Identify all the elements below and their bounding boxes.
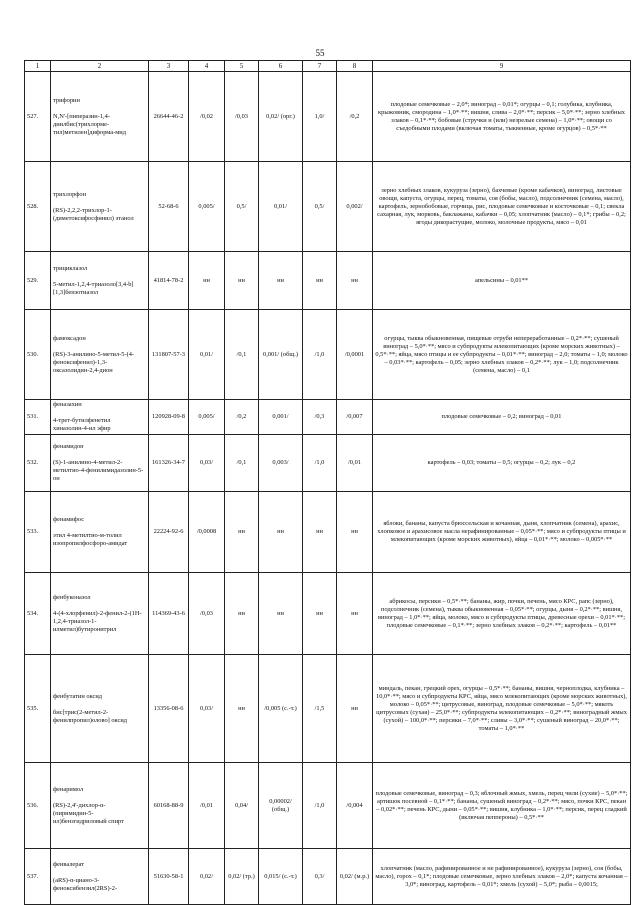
substance-name: трициклазол [53, 264, 88, 272]
residue-limits: огурцы, тыква обыкновенная, пищевые отруби непереработанные – 0,2*·**; сушеный виноград – 5,0*·**; мясо и субпродукты млекопитающих (кроме морских животных) – 0,5*·**; яйца, мясо птицы и ее субпродукты – 0,01*·**; виноград – 2,0; томаты – 1,0; молоко – 0,03*·**; картофель – 0,05; зерно хлебных злаков – 0,2*·**; лук – 1,0; подсолнечник (семена, масло) – 0,1 [373, 310, 631, 400]
header-cell: 2 [51, 61, 149, 72]
substance-name: трихлорфон [53, 190, 87, 198]
header-cell: 8 [337, 61, 373, 72]
chemical-name: (RS)-2,4'-дихлор-α-(пиримидин-5-ил)бензгидриловый спирт [53, 801, 124, 825]
row-number: 536. [25, 763, 51, 849]
value-col-6: нн [259, 492, 303, 573]
header-cell: 4 [189, 61, 225, 72]
value-col-4: /0,03 [189, 573, 225, 655]
residue-limits: картофель – 0,03; томаты – 0,5; огурцы – 0,2; лук – 0,2 [373, 435, 631, 492]
value-col-5: нн [225, 655, 259, 763]
value-col-6: 0,003/ [259, 435, 303, 492]
value-col-4: 0,005/ [189, 162, 225, 252]
residue-limits: апельсины – 0,01** [373, 252, 631, 310]
value-col-7: 0,5/ [303, 162, 337, 252]
substance-cell [51, 763, 149, 849]
table-row [25, 849, 631, 905]
value-col-5: 0,5/ [225, 162, 259, 252]
substance-cell [51, 72, 149, 162]
substance-cell [51, 310, 149, 400]
substance-name: фенвалерат [53, 860, 84, 868]
value-col-4: /0,01 [189, 763, 225, 849]
chemical-name: (S)-1-анилино-4-метил-2-метилтио-4-фенилимидазолин-5-он [53, 459, 144, 482]
header-cell: 1 [25, 61, 51, 72]
chemical-name: (RS)-2,2,2-трихлор-1-(диметоксифосфинил) этанол [53, 206, 134, 222]
substance-cell [51, 849, 149, 905]
value-col-4: /0,0008 [189, 492, 225, 573]
cas-number: 60168-88-9 [149, 763, 189, 849]
row-number: 527. [25, 72, 51, 162]
residue-limits: миндаль, пекан, грецкий орех, огурцы – 0,5*·**; бананы, вишня, черноплодка, клубника – 10,0*·**; мясо и субпродукты КРС, яйца, мясо млекопитающих (кроме морских животных), молоко – 0,05*·**; цитрусовые, виноград, плодовые семечковые – 5,0*·**; мякоть цитрусовых (сухая) – 25,0*·**; субпродукты млекопитающих – 0,2*·**; виноградный жмых (сухой) – 100,0*·**; персики – 7,0*·**; сливы – 3,0*·**; сушеный виноград – 20,0*·**; томаты – 1,0*·** [373, 655, 631, 763]
chemical-name: 4-трет-бутилфенетил хиназолин-4-ил эфир [53, 417, 111, 432]
cas-number: 22224-92-6 [149, 492, 189, 573]
value-col-5: нн [225, 492, 259, 573]
residue-limits: зерно хлебных злаков, кукуруза (зерно), бахчевые (кроме кабачков), виноград, листовые овощи, капуста, огурцы, перец, томаты, соя (бобы, масло), подсолнечник (семена, масло), картофель, зернобобовые, горчица, рис, плодовые семечковые и косточковые – 0,1; свекла сахарная, лук, морковь, баклажаны, кабачки – 0,05; хлопчатник (масло) – 0,1*; грибы – 0,2; ягоды дикорастущие, молоко, молочные продукты, мясо – 0,01 [373, 162, 631, 252]
value-col-5: нн [225, 573, 259, 655]
substance-name: фенамифос [53, 516, 85, 523]
value-col-4: 0,005/ [189, 400, 225, 435]
value-col-6: 0,001/ [259, 400, 303, 435]
value-col-8: /0,01 [337, 435, 373, 492]
row-number: 528. [25, 162, 51, 252]
value-col-6: 0,001/ (общ.) [259, 310, 303, 400]
substance-cell [51, 655, 149, 763]
value-col-4: 0,02/ [189, 849, 225, 905]
substance-name: фамоксадон [53, 334, 86, 342]
value-col-5: /0,03 [225, 72, 259, 162]
header-cell: 6 [259, 61, 303, 72]
substance-name: фенбутатин оксид [53, 692, 103, 700]
chemical-name: (RS)-3-анилино-5-метил-5-(4-феноксифенил)-1,3-оксазолидин-2,4-дион [53, 350, 135, 374]
value-col-8: /0,2 [337, 72, 373, 162]
value-col-8: /0,0001 [337, 310, 373, 400]
value-col-7: /1,5 [303, 655, 337, 763]
row-number: 534. [25, 573, 51, 655]
chemical-name: 4-(4-хлорфенил)-2-фенил-2-(1H-1,2,4-триазол-1-илметил)бутиронитрил [53, 609, 142, 633]
value-col-8: /0,004 [337, 763, 373, 849]
header-cell: 5 [225, 61, 259, 72]
chemical-name: бис[трис(2-метил-2-фенилпропил)олово] оксид [53, 708, 128, 724]
header-cell: 7 [303, 61, 337, 72]
chemical-name: 5-метил-1,2,4-триазоло[3,4-b] [1,3]бензотиазол [53, 280, 134, 296]
residue-limits: плодовые семечковые, виноград – 0,3; яблочный жмых, хмель, перец чили (сухие) – 5,0*·**; артишок посевной – 0,1*·**; бананы, сушеный виноград – 0,2*·**; мясо, почки КРС, пекан – 0,02*·**; печень КРС, дыни – 0,05*·**; вишня, клубника – 1,0*·**; персик, перец сладкий (включая пеппероны) – 0,5*·** [373, 763, 631, 849]
residue-limits: абрикосы, персики – 0,5*·**; бананы, жир, почки, печень, мясо КРС, рапс (зерно), подсолнечник (семена), тыква обыкновенная – 0,05*·**; огурцы, дыня – 0,2*·**; вишня, виноград – 1,0*·**; яйца, молоко, мясо и субпродукты птицы, древесные орехи – 0,01*·**; плодовые семечковые – 0,1*·**; зерно хлебных злаков – 0,2*·**; картофель – 0,01** [373, 573, 631, 655]
row-number: 531. [25, 400, 51, 435]
cas-number: 114369-43-6 [149, 573, 189, 655]
table-header [25, 61, 631, 72]
value-col-8: 0,02/ (м.р.) [337, 849, 373, 905]
value-col-6: 0,015/ (с.-т.) [259, 849, 303, 905]
value-col-4: 0,03/ [189, 655, 225, 763]
substance-name: фенаримол [53, 785, 84, 793]
substance-name: фенбуконазол [53, 593, 91, 601]
table-row [25, 435, 631, 492]
substance-cell [51, 162, 149, 252]
value-col-7: 1,0/ [303, 72, 337, 162]
value-col-4: /0,02 [189, 72, 225, 162]
value-col-7: нн [303, 573, 337, 655]
substance-name: фенамидон [53, 443, 84, 450]
value-col-7: 0,3/ [303, 849, 337, 905]
substance-cell [51, 252, 149, 310]
value-col-7: нн [303, 252, 337, 310]
cas-number: 26644-46-2 [149, 72, 189, 162]
value-col-4: 0,01/ [189, 310, 225, 400]
value-col-7: нн [303, 492, 337, 573]
row-number: 529. [25, 252, 51, 310]
residue-limits: плодовые семечковые – 2,0*; виноград – 0,01*; огурцы – 0,1; голубика, клубника, крыжовник, смородина – 1,0*·**; вишня, слива – 2,0*·**; персик – 5,0*·**; зерно хлебных злаков – 0,1*·**; бобовые (стручки и (или) незрелые семена) – 1,0*·**; овощи со съедобными плодами (включая томаты, тыквенные, кроме огурцов) – 0,5*·** [373, 72, 631, 162]
row-number: 537. [25, 849, 51, 905]
chemical-name: (aRS)-α-циано-3-феноксибензил(2RS)-2- [53, 876, 118, 892]
table-body [25, 72, 631, 905]
table-row [25, 655, 631, 763]
value-col-7: /0,3 [303, 400, 337, 435]
cas-number: 120928-09-8 [149, 400, 189, 435]
value-col-8: нн [337, 573, 373, 655]
page-number: 55 [315, 48, 325, 58]
cas-number: 131807-57-3 [149, 310, 189, 400]
value-col-6: 0,00002/ (общ.) [259, 763, 303, 849]
chemical-name: N,N'-[пиперазин-1,4-диилбис(трихлорме-тил)метилен]диформа-мид [53, 112, 126, 136]
header-row [25, 61, 631, 72]
table-row [25, 492, 631, 573]
table-row [25, 72, 631, 162]
cas-number: 41814-78-2 [149, 252, 189, 310]
value-col-6: /0,005 (с.-т.) [259, 655, 303, 763]
table-row [25, 763, 631, 849]
substance-name: феназахин [53, 401, 82, 408]
cas-number: 13356-08-6 [149, 655, 189, 763]
value-col-5: /0,2 [225, 400, 259, 435]
table-row [25, 400, 631, 435]
table-row [25, 162, 631, 252]
substance-cell [51, 573, 149, 655]
residue-table [24, 60, 631, 905]
value-col-6: нн [259, 252, 303, 310]
value-col-5: /0,1 [225, 310, 259, 400]
residue-limits: яблоки, бананы, капуста брюссельская и кочанная, дыня, хлопчатник (семена), арахис, хлопковое и арахисовое масла нерафинированные – 0,05*·**; мясо и субпродукты птицы и млекопитающих (кроме морских животных), яйца – 0,01*·**; молоко – 0,005*·** [373, 492, 631, 573]
substance-name: трифорин [53, 96, 80, 104]
row-number: 535. [25, 655, 51, 763]
value-col-6: нн [259, 573, 303, 655]
table-row [25, 252, 631, 310]
value-col-6: 0,02/ (орг.) [259, 72, 303, 162]
value-col-7: /1,0 [303, 310, 337, 400]
value-col-8: 0,002/ [337, 162, 373, 252]
value-col-5: /0,1 [225, 435, 259, 492]
value-col-7: /1,0 [303, 763, 337, 849]
substance-cell [51, 435, 149, 492]
value-col-4: нн [189, 252, 225, 310]
value-col-8: нн [337, 252, 373, 310]
residue-limits: хлопчатник (масло, рафинированное и не рафинированное), кукуруза (зерно), соя (бобы, масло), горох – 0,1*; плодовые семечковые, зерно хлебных злаков – 2,0*; капуста кочанная – 3,0*; виноград, картофель – 0,01*; хмель (сухой) – 5,0*; рыба – 0,0015; [373, 849, 631, 905]
table-row [25, 310, 631, 400]
value-col-5: 0,04/ [225, 763, 259, 849]
row-number: 533. [25, 492, 51, 573]
header-cell: 9 [373, 61, 631, 72]
value-col-4: 0,03/ [189, 435, 225, 492]
cas-number: 161326-34-7 [149, 435, 189, 492]
row-number: 530. [25, 310, 51, 400]
cas-number: 51630-58-1 [149, 849, 189, 905]
chemical-name: этил 4-метилтио-м-толил изопропилфосфоро-амидат [53, 532, 128, 547]
value-col-5: 0,02/ (тр.) [225, 849, 259, 905]
value-col-7: /1,0 [303, 435, 337, 492]
value-col-8: /0,007 [337, 400, 373, 435]
value-col-8: нн [337, 492, 373, 573]
substance-cell [51, 400, 149, 435]
table-row [25, 573, 631, 655]
row-number: 532. [25, 435, 51, 492]
value-col-8: нн [337, 655, 373, 763]
cas-number: 52-68-6 [149, 162, 189, 252]
value-col-6: 0,01/ [259, 162, 303, 252]
substance-cell [51, 492, 149, 573]
value-col-5: нн [225, 252, 259, 310]
header-cell: 3 [149, 61, 189, 72]
residue-limits: плодовые семечковые – 0,2; виноград – 0,01 [373, 400, 631, 435]
